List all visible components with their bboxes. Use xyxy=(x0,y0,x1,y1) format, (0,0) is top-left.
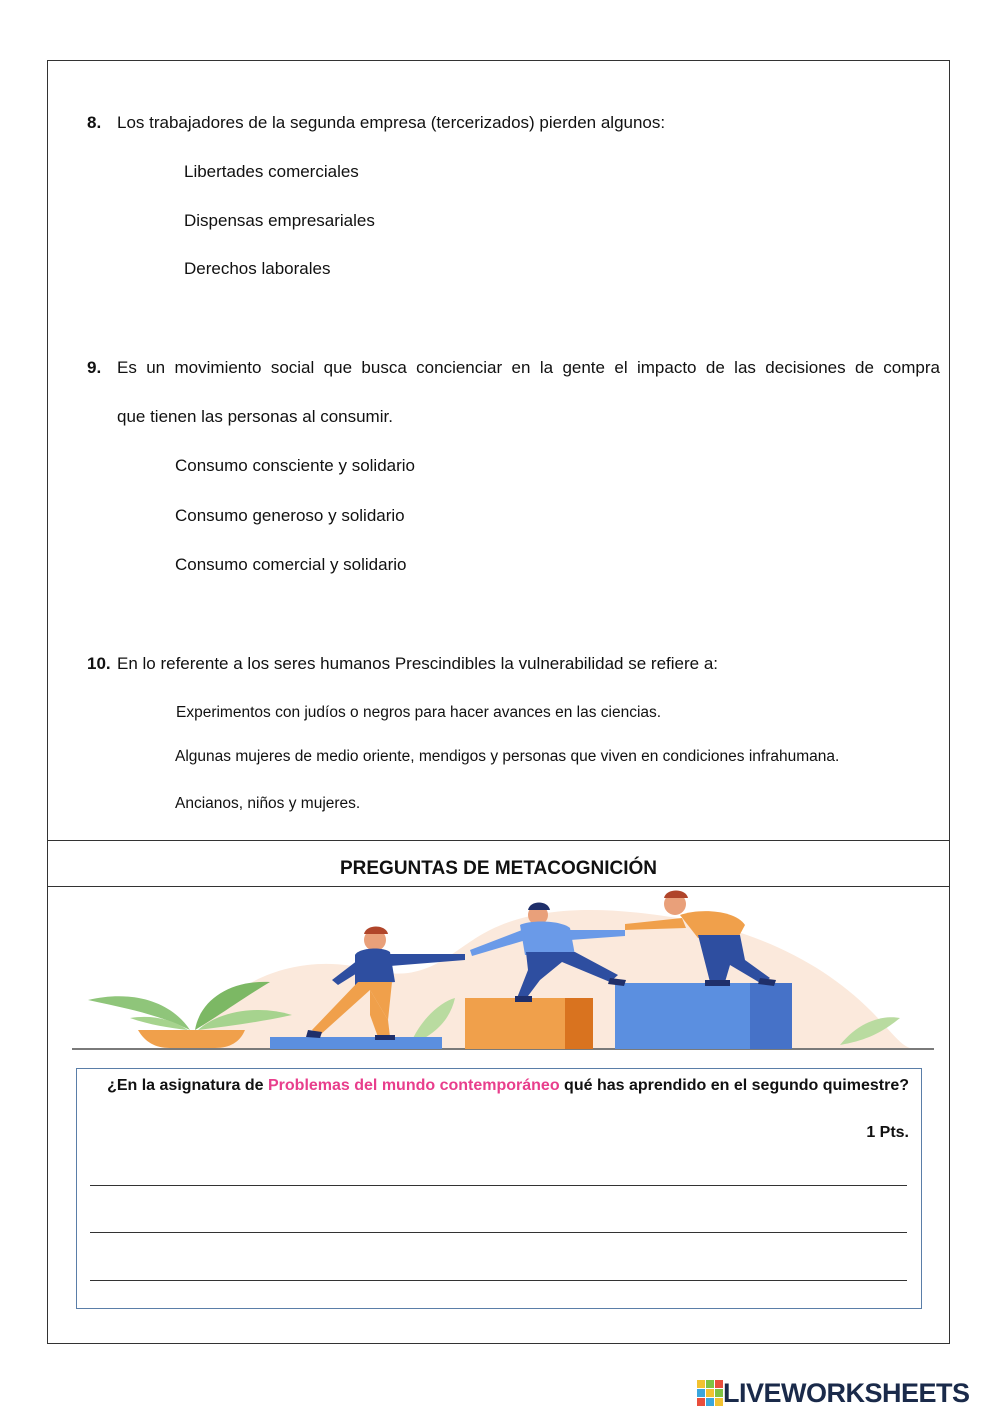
metacognition-question xyxy=(107,1077,909,1095)
section-divider-top xyxy=(47,840,950,841)
metacognition-answer-box xyxy=(76,1068,922,1309)
question-9-text-line-1: Es un movimiento social que busca concienciar en la gente el impacto de las decisiones de compra xyxy=(117,358,940,377)
question-10-number: 10. xyxy=(87,654,111,673)
question-8-option-3[interactable]: Derechos laborales xyxy=(184,259,331,278)
section-title: PREGUNTAS DE METACOGNICIÓN xyxy=(339,858,658,879)
teamwork-illustration xyxy=(70,890,936,1055)
question-8-option-2[interactable]: Dispensas empresariales xyxy=(184,211,375,230)
liveworksheets-logo-text: LIVEWORKSHEETS xyxy=(723,1377,970,1408)
question-10-option-2[interactable]: Algunas mujeres de medio oriente, mendigos y personas que viven en condiciones infrahumana. xyxy=(175,748,840,765)
question-9-option-2[interactable]: Consumo generoso y solidario xyxy=(175,506,405,525)
question-9-option-3[interactable]: Consumo comercial y solidario xyxy=(175,555,407,574)
question-9-option-1[interactable]: Consumo consciente y solidario xyxy=(175,456,416,475)
section-divider-bottom xyxy=(47,886,950,887)
metacognition-points: 1 Pts. xyxy=(866,1124,909,1141)
liveworksheets-logo-icon xyxy=(697,1380,723,1406)
question-10 xyxy=(87,653,718,675)
question-8-number: 8. xyxy=(87,113,102,132)
question-10-option-3[interactable]: Ancianos, niños y mujeres. xyxy=(175,795,361,812)
metacognition-subject: Problemas del mundo contemporáneo xyxy=(268,1077,560,1094)
question-8-option-1[interactable]: Libertades comerciales xyxy=(184,162,359,181)
question-8 xyxy=(87,112,665,134)
question-10-option-1[interactable]: Experimentos con judíos o negros para hacer avances en las ciencias. xyxy=(176,704,662,721)
question-9-text-line-2: que tienen las personas al consumir. xyxy=(117,407,393,426)
answer-line-2[interactable] xyxy=(90,1232,907,1233)
answer-line-1[interactable] xyxy=(90,1185,907,1186)
question-8-text: Los trabajadores de la segunda empresa (tercerizados) pierden algunos: xyxy=(117,113,666,132)
answer-line-3[interactable] xyxy=(90,1280,907,1281)
question-9-number: 9. xyxy=(87,358,102,377)
question-10-text: En lo referente a los seres humanos Prescindibles la vulnerabilidad se refiere a: xyxy=(117,654,718,673)
liveworksheets-logo xyxy=(697,1378,970,1408)
metacognition-question-suffix: qué has aprendido en el segundo quimestre? xyxy=(559,1077,909,1094)
metacognition-question-prefix: ¿En la asignatura de xyxy=(107,1077,268,1094)
